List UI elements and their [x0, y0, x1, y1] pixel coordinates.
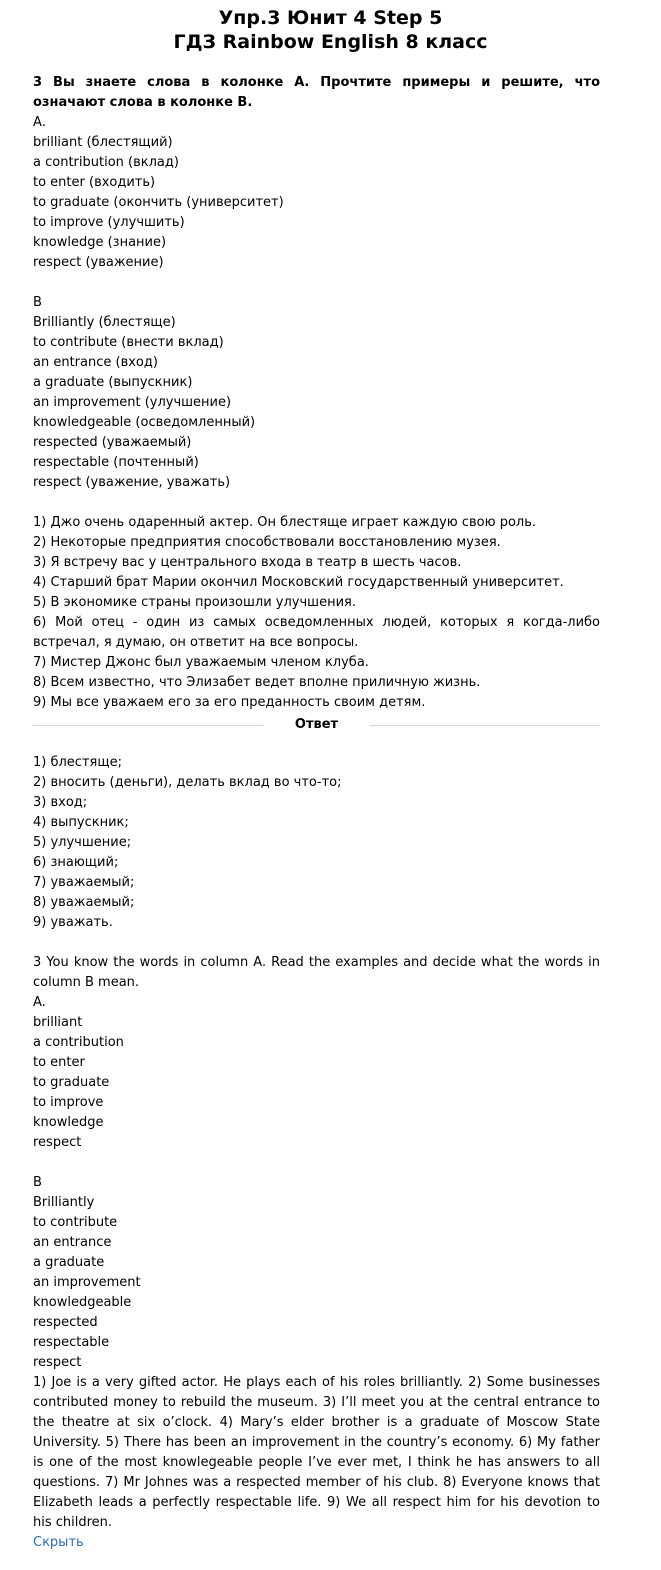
hide-link[interactable]: Скрыть [33, 1535, 84, 1550]
word-item: knowledgeable [33, 1295, 132, 1310]
column-a-list-en [33, 1013, 600, 1153]
answer-item: 3) вход; [33, 795, 88, 810]
word-item: a graduate (выпускник) [33, 375, 193, 390]
sentence-item: 8) Всем известно, что Элизабет ведет вполне приличную жизнь. [33, 675, 481, 690]
word-item: brilliant (блестящий) [33, 135, 173, 150]
word-item: to enter (входить) [33, 175, 156, 190]
word-item: a contribution (вклад) [33, 155, 179, 170]
answer-label: Ответ [294, 717, 339, 732]
sentence-item: 2) Некоторые предприятия способствовали восстановлению музея. [33, 535, 501, 550]
word-item: respected (уважаемый) [33, 435, 192, 450]
word-item: to contribute (внести вклад) [33, 335, 224, 350]
word-item: to graduate (окончить (университет) [33, 195, 284, 210]
word-item: respectable (почтенный) [33, 455, 199, 470]
word-item: respect [33, 1355, 82, 1370]
sentence-item: 5) В экономике страны произошли улучшения. [33, 595, 356, 610]
answer-list [33, 753, 600, 933]
word-item: brilliant [33, 1015, 83, 1030]
sentence-item: 3) Я встречу вас у центрального входа в театр в шесть часов. [33, 555, 462, 570]
article-body [33, 73, 600, 1553]
word-item: respectable [33, 1335, 110, 1350]
answer-item: 5) улучшение; [33, 835, 132, 850]
examples-en: 1) Joe is a very gifted actor. He plays each of his roles brilliantly. 2) Some businesses contributed money to rebuild the museum. 3) I’ll meet you at the central entrance to the theatre at six o’clock. 4) Mary’s elder brother is a graduate of Moscow State University. 5) There has been an improvement in the country’s economy. 6) My father is one of the most knowlegeable people I’ve ever met, I think he has answers to all questions. 7) Mr Johnes was a respected member of his club. 8) Everyone knows that Elizabeth leads a perfectly respectable life. 9) We all respect him for his devotion to his children. [33, 1375, 600, 1530]
answer-item: 4) выпускник; [33, 815, 129, 830]
column-b-list-ru [33, 313, 600, 493]
word-item: respect [33, 1135, 82, 1150]
word-item: an entrance (вход) [33, 355, 158, 370]
task-heading-ru: 3 Вы знаете слова в колонке А. Прочтите примеры и решите, что означают слова в колонке В. [33, 75, 600, 110]
word-item: respect (уважение) [33, 255, 164, 270]
column-a-label-en: A. [33, 995, 46, 1010]
answer-item: 2) вносить (деньги), делать вклад во что-то; [33, 775, 342, 790]
word-item: knowledge (знание) [33, 235, 167, 250]
column-b-label-en: B [33, 1175, 42, 1190]
sentence-item: 1) Джо очень одаренный актер. Он блестяще играет каждую свою роль. [33, 515, 537, 530]
word-item: an improvement [33, 1275, 141, 1290]
sentence-item: 9) Мы все уважаем его за его преданность своим детям. [33, 695, 426, 710]
word-item: knowledgeable (осведомленный) [33, 415, 256, 430]
task-heading-en: 3 You know the words in column A. Read the examples and decide what the words in column B mean. [33, 955, 600, 990]
sentences-list-ru [33, 513, 600, 713]
column-a-list-ru [33, 133, 600, 273]
answer-divider [33, 713, 600, 753]
column-b-list-en [33, 1193, 600, 1373]
word-item: to contribute [33, 1215, 118, 1230]
word-item: to improve [33, 1095, 104, 1110]
sentence-item: 6) Мой отец - один из самых осведомленных людей, которых я когда-либо встречал, я думаю, он ответит на все вопросы. [33, 615, 600, 650]
answer-item: 8) уважаемый; [33, 895, 135, 910]
word-item: Brilliantly [33, 1195, 95, 1210]
page-subtitle: ГДЗ Rainbow English 8 класс [173, 31, 488, 53]
answer-item: 9) уважать. [33, 915, 113, 930]
word-item: an improvement (улучшение) [33, 395, 232, 410]
column-a-label-ru: А. [33, 115, 47, 130]
page-title: Упр.3 Юнит 4 Step 5 [218, 7, 443, 29]
column-b-label-ru: B [33, 295, 42, 310]
word-item: an entrance [33, 1235, 112, 1250]
answer-item: 1) блестяще; [33, 755, 122, 770]
word-item: to graduate [33, 1075, 110, 1090]
sentence-item: 7) Мистер Джонс был уважаемым членом клуба. [33, 655, 369, 670]
sentence-item: 4) Старший брат Марии окончил Московский государственный университет. [33, 575, 564, 590]
word-item: a graduate [33, 1255, 105, 1270]
word-item: knowledge [33, 1115, 104, 1130]
word-item: to enter [33, 1055, 85, 1070]
word-item: Brilliantly (блестяще) [33, 315, 176, 330]
divider-line-right [370, 725, 600, 726]
word-item: respect (уважение, уважать) [33, 475, 231, 490]
word-item: respected [33, 1315, 98, 1330]
word-item: to improve (улучшить) [33, 215, 185, 230]
answer-item: 7) уважаемый; [33, 875, 135, 890]
answer-item: 6) знающий; [33, 855, 119, 870]
word-item: a contribution [33, 1035, 124, 1050]
